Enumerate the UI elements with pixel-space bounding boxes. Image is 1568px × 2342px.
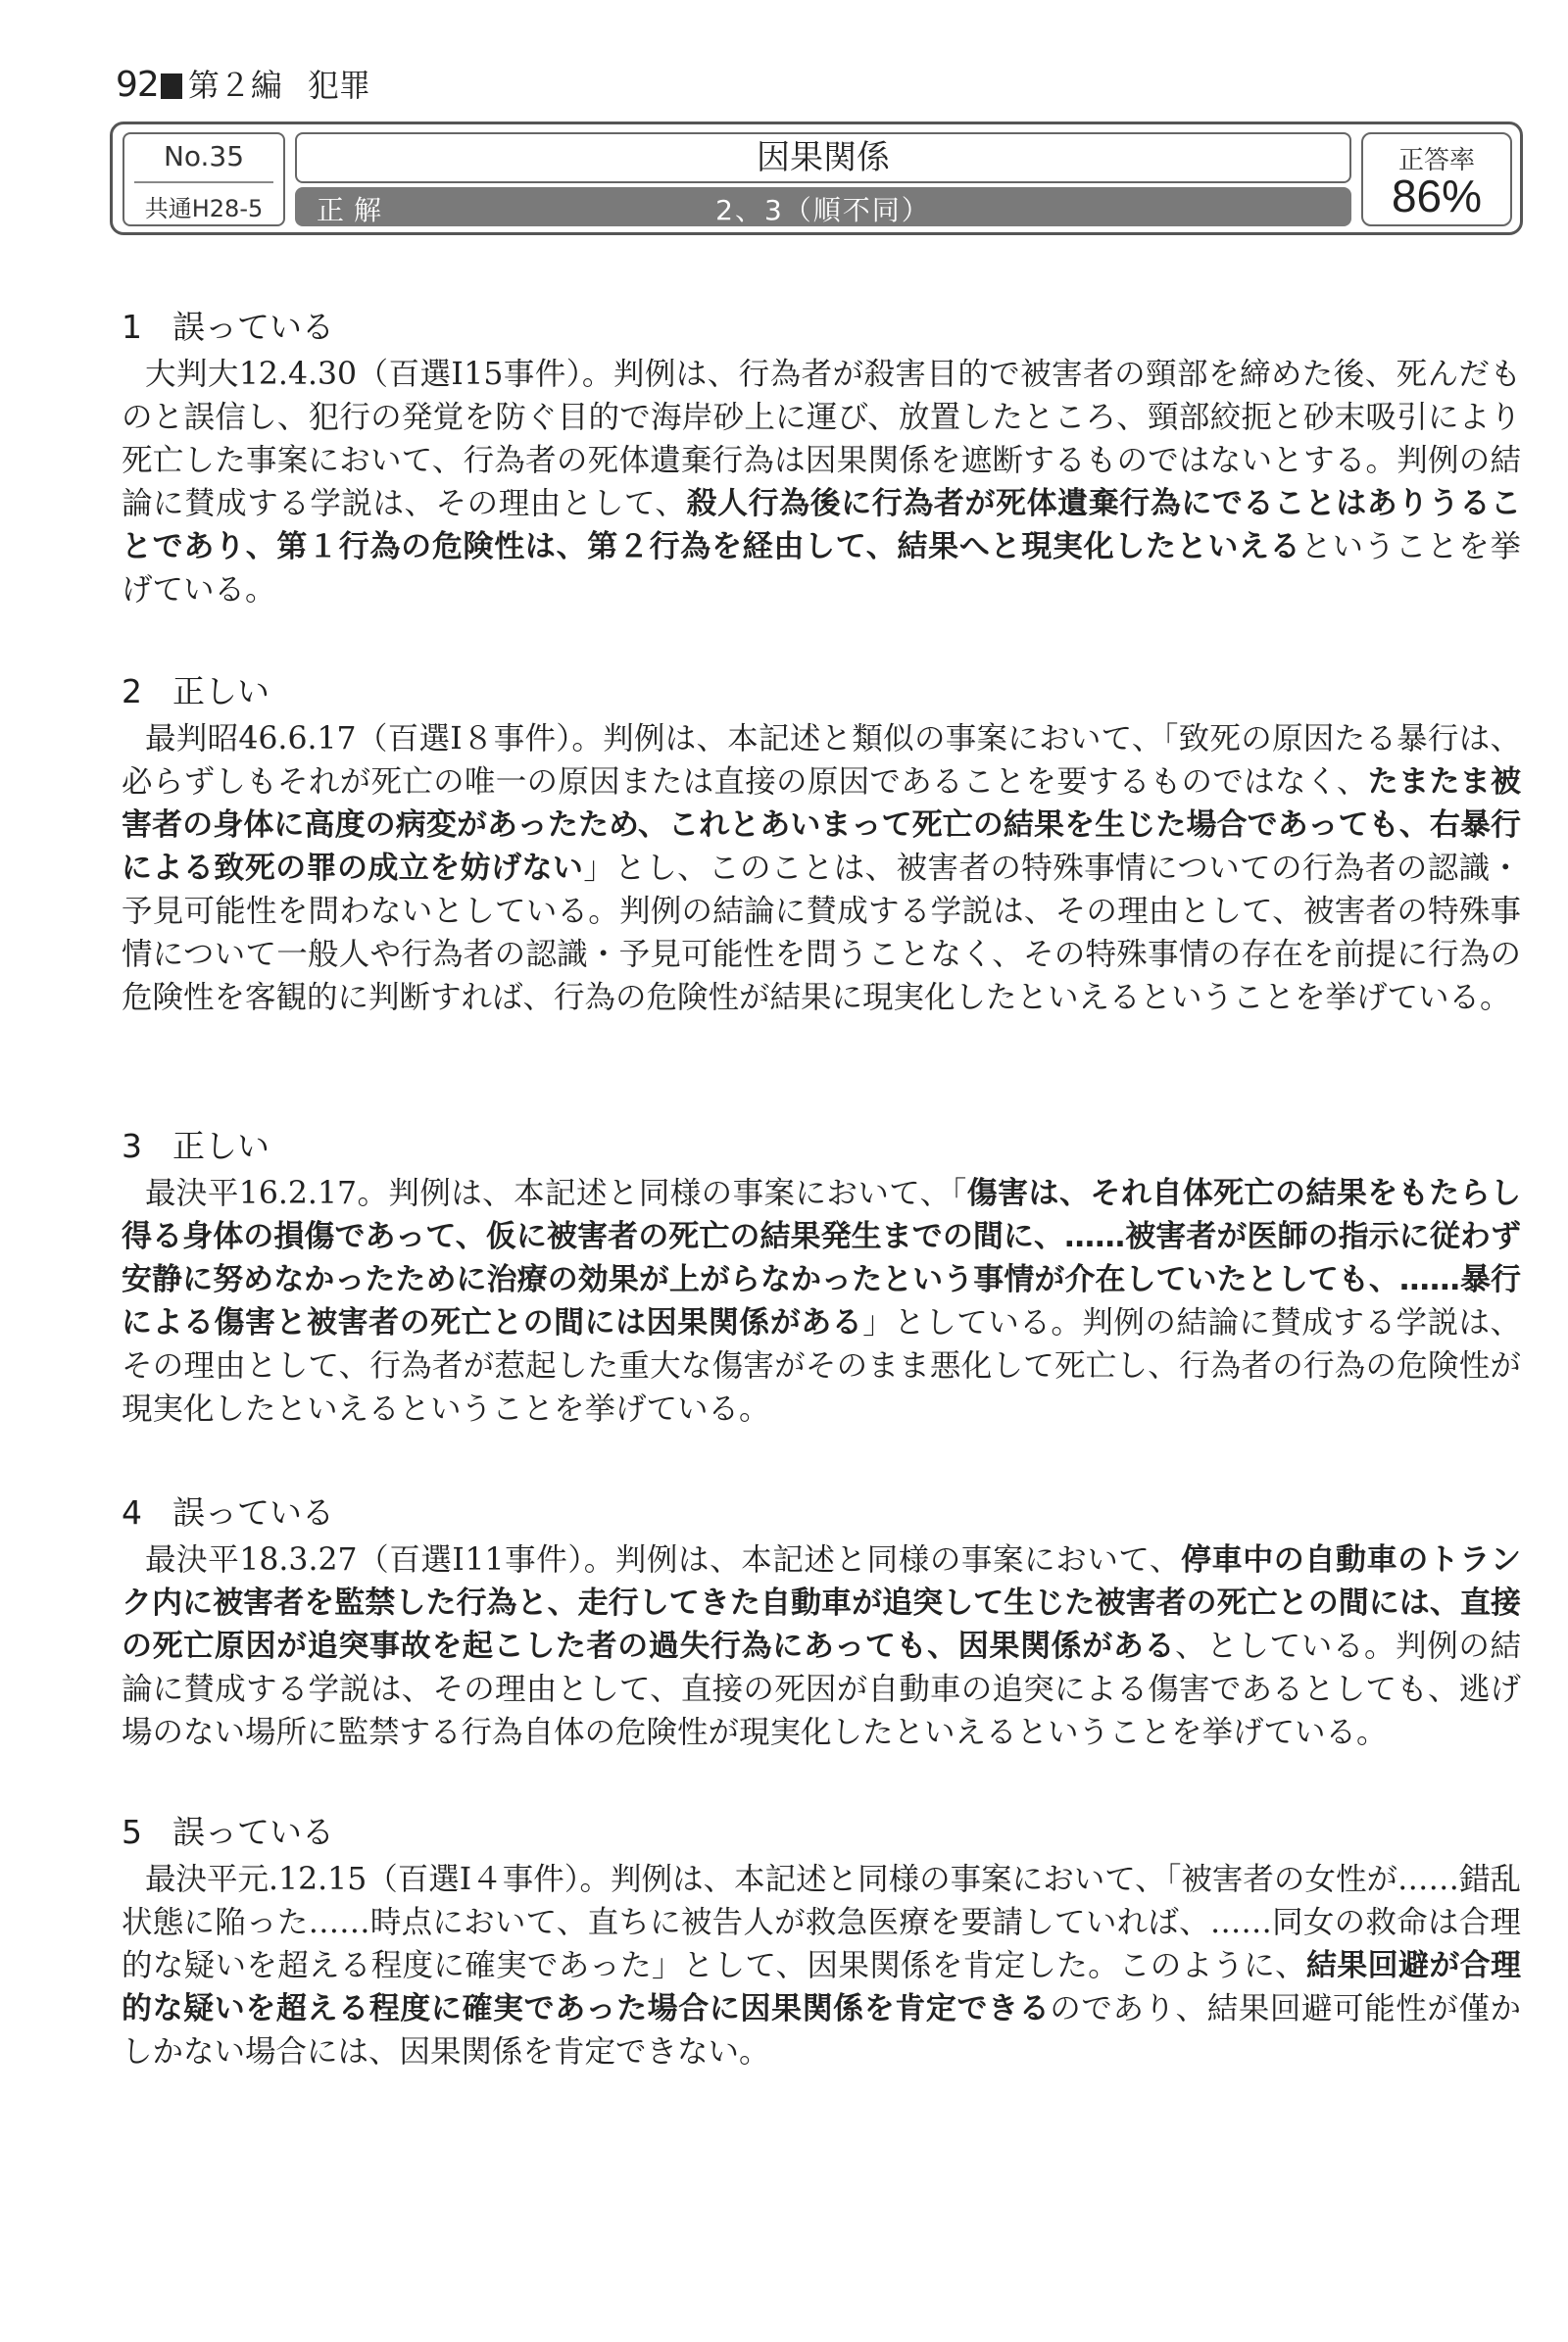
question-title: 因果関係: [295, 132, 1351, 183]
page-header: [116, 61, 370, 106]
text-segment: 、としている。判例の結論に賛成する学説は、その理由として、直接の死因が自動車の追突による傷害であるとしても、逃げ場のない場所に監禁する行為自体の危険性が現実化したといえるということを挙げている。: [122, 1629, 1521, 1750]
item-heading: [122, 1811, 1521, 1854]
question-number-cell: [122, 132, 285, 226]
item-heading: [122, 306, 1521, 349]
text-segment: 最決平元.12.15（百選Ⅰ４事件）。判例は、本記述と同様の事案において、「被害者の女性が……錯乱状態に陥った……時点において、直ちに被告人が救急医療を要請していれば、……同女の救命は合理的な疑いを超える程度に確実であった」として、因果関係を肯定した。このように、: [122, 1862, 1521, 1983]
emphasis-segment: 停車中の自動車のトランク内に被害者を監禁した行為と、走行してきた自動車が追突して生じた被害者の死亡との間には、直接の死亡原因が追突事故を起こした者の過失行為にあっても、因果関係がある: [122, 1542, 1522, 1664]
text-segment: ということを挙げている。: [122, 529, 1521, 608]
item-number: 4: [122, 1493, 142, 1532]
emphasis-segment: 殺人行為後に行為者が死体遺棄行為にでることはありうることであり、第１行為の危険性は、第２行為を経由して、結果へと現実化したといえる: [122, 486, 1522, 564]
item-number: 2: [122, 672, 142, 710]
answer-label: 正解: [317, 194, 392, 226]
correct-rate-value: 86%: [1391, 171, 1483, 221]
item-body: [122, 1538, 1521, 1754]
emphasis-segment: 傷害は、それ自体死亡の結果をもたらし得る身体の損傷であって、仮に被害者の死亡の結果発生までの間に、……被害者が医師の指示に従わず安静に努めなかったために治療の効果が上がらなかったという事情が介在していたとしても、……暴行による傷害と被害者の死亡との間には因果関係がある: [122, 1176, 1522, 1341]
item-verdict: 誤っている: [172, 1493, 334, 1532]
explanation-item-5: [122, 1811, 1521, 2074]
question-number: No.35: [163, 140, 245, 172]
text-segment: 最決平18.3.27（百選Ⅰ11事件）。判例は、本記述と同様の事案において、: [145, 1542, 1181, 1578]
item-verdict: 誤っている: [172, 308, 334, 346]
answer-value: 2、3（順不同）: [715, 194, 931, 226]
square-marker-icon: [161, 73, 182, 99]
item-verdict: 正しい: [172, 672, 270, 710]
item-heading: [122, 1491, 1521, 1535]
text-segment: 最決平16.2.17。判例は、本記述と同様の事案において、「: [145, 1176, 967, 1211]
text-segment: 最判昭46.6.17（百選Ⅰ８事件）。判例は、本記述と類似の事案において、「致死の原因たる暴行は、必らずしもそれが死亡の唯一の原因または直接の原因であることを要するものではなく、: [122, 721, 1521, 800]
question-header-box: [110, 122, 1523, 235]
text-segment: のであり、結果回避可能性が僅かしかない場合には、因果関係を肯定できない。: [122, 1991, 1521, 2070]
text-segment: 」とし、このことは、被害者の特殊事情についての行為者の認識・予見可能性を問わないとしている。判例の結論に賛成する学説は、その理由として、被害者の特殊事情について一般人や行為者の認識・予見可能性を問うことなく、その特殊事情の存在を前提に行為の危険性を客観的に判断すれば、行為の危険性が結果に現実化したといえるということを挙げている。: [122, 851, 1522, 1015]
item-body: [122, 717, 1521, 1019]
correct-rate-label: 正答率: [1397, 146, 1475, 175]
chapter-label: 第２編: [187, 67, 282, 104]
answer-bar: [295, 187, 1351, 226]
text-segment: 」としている。判例の結論に賛成する学説は、その理由として、行為者が惹起した重大な傷害がそのまま悪化して死亡し、行為者の行為の危険性が現実化したといえるということを挙げている。: [122, 1305, 1521, 1427]
item-heading: [122, 670, 1521, 713]
item-verdict: 誤っている: [172, 1813, 334, 1851]
emphasis-segment: たまたま被害者の身体に高度の病変があったため、これとあいまって死亡の結果を生じた場合であっても、右暴行による致死の罪の成立を妨げない: [122, 764, 1522, 886]
emphasis-segment: 結果回避が合理的な疑いを超える程度に確実であった場合に因果関係を肯定できる: [122, 1948, 1522, 2026]
item-body: [122, 1172, 1521, 1431]
text-segment: 大判大12.4.30（百選Ⅰ15事件）。判例は、行為者が殺害目的で被害者の頸部を締めた後、死んだものと誤信し、犯行の発覚を防ぐ目的で海岸砂上に運び、放置したところ、頸部絞扼と砂末吸引により死亡した事案において、行為者の死体遺棄行為は因果関係を遮断するものではないとする。判例の結論に賛成する学説は、その理由として、: [122, 357, 1521, 521]
section-label: 犯罪: [307, 67, 370, 104]
correct-rate-cell: [1361, 132, 1512, 226]
question-source: 共通H28-5: [144, 195, 264, 222]
item-body: [122, 353, 1521, 611]
explanation-item-2: [122, 670, 1521, 1019]
item-number: 1: [122, 308, 142, 346]
item-number: 3: [122, 1127, 142, 1165]
explanation-item-1: [122, 306, 1521, 611]
item-number: 5: [122, 1813, 142, 1851]
explanation-item-3: [122, 1125, 1521, 1431]
divider: [134, 181, 273, 183]
page-number: 92: [116, 65, 159, 105]
item-verdict: 正しい: [172, 1127, 270, 1165]
item-heading: [122, 1125, 1521, 1168]
item-body: [122, 1858, 1521, 2074]
explanation-item-4: [122, 1491, 1521, 1754]
